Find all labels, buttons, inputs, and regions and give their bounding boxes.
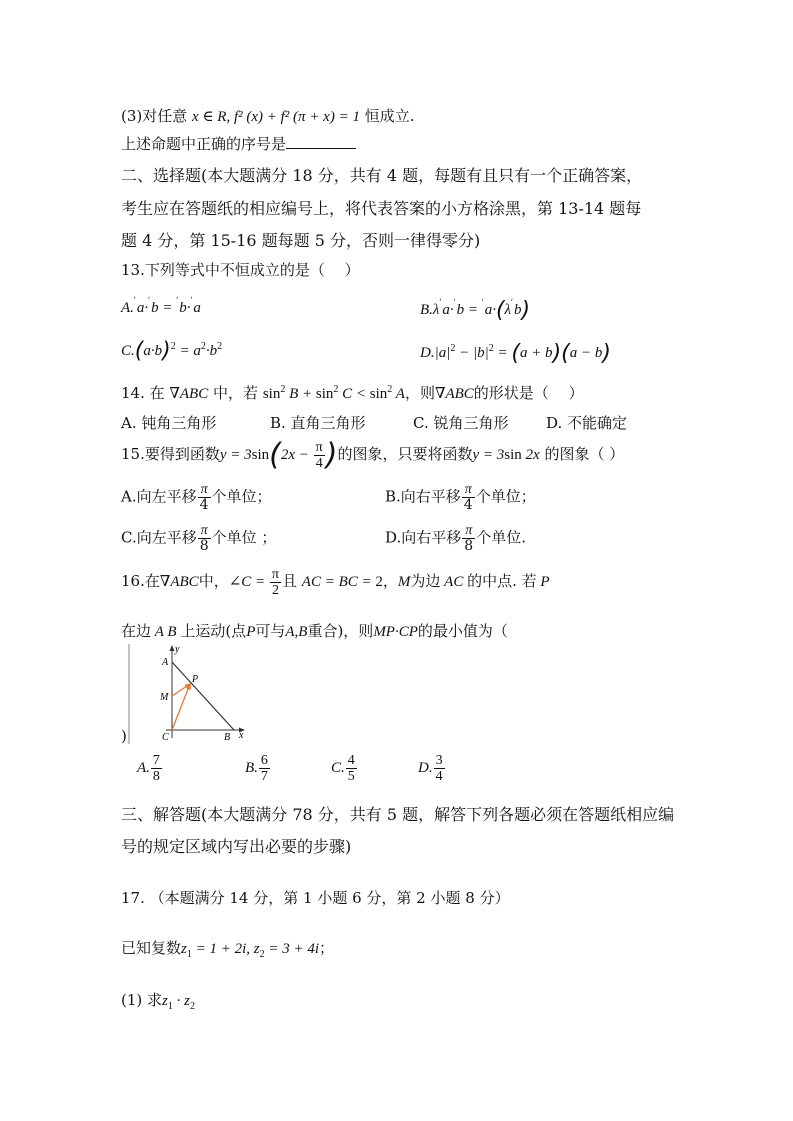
q15-func1: y = 3sin(2x − $\frac{\pi}{4}$ ) <box>219 437 338 473</box>
q16-text-c: 且 <box>281 572 297 590</box>
q16-p: P <box>536 574 550 590</box>
q16-m: M <box>397 574 411 590</box>
q15-choice-d <box>385 523 526 554</box>
q16-l2-b: 上运动(点 <box>180 622 247 640</box>
q12-3-suffix: 恒成立. <box>364 107 415 125</box>
q12-answer-prompt <box>121 134 356 154</box>
q16-d-frac <box>434 753 445 784</box>
q15-b-frac <box>462 482 475 513</box>
segment-ab <box>172 662 234 730</box>
label-m: M <box>160 692 169 703</box>
section2-line3: 题 4 分，第 15-16 题每题 5 分，否则一律得零分) <box>121 231 481 250</box>
q14-choice-d: D. 不能确定 <box>546 414 628 432</box>
q15-text-b: 的图象，只要将函数 <box>337 445 473 463</box>
q16-c-letter: C. <box>331 759 345 776</box>
q14-text-c: 中，若 <box>213 384 259 402</box>
q13-stem: 13.下列等式中不恒成立的是（ ） <box>121 261 360 279</box>
label-p: P <box>192 674 199 685</box>
q16-b-frac <box>259 753 270 784</box>
q17-part1-text: (1) 求 <box>121 991 163 1009</box>
label-c: C <box>162 732 169 743</box>
q14-abc: ABC <box>179 386 209 402</box>
q15-c-den: 8 <box>199 538 209 554</box>
q14-inequality: $\sin^2 B + \sin^2 C < \sin^2 A$ <box>262 384 405 402</box>
q16-l2-c: 可与 <box>255 622 286 640</box>
q16-angle: ∠C = $\frac{\pi}{2}$ <box>228 567 279 599</box>
q16-ab: A B <box>151 624 181 640</box>
q15-d-suffix: 个单位. <box>476 528 526 547</box>
q15-d-frac <box>462 523 475 554</box>
q16-ab2: A,B <box>285 624 308 640</box>
q15-b-den: 4 <box>463 497 473 513</box>
q13-choice-c: $C.(a\cdot b)^2 = a^2\cdot b^2$ <box>121 338 223 364</box>
q16-l2-d: 重合)，则 <box>307 622 374 640</box>
q16-stem <box>121 566 550 598</box>
q16-ac: AC <box>440 574 468 590</box>
q15-d-den: 8 <box>464 538 474 554</box>
label-y: y <box>175 644 180 655</box>
q16-c-den: 5 <box>347 769 355 784</box>
q16-choice-c <box>331 753 358 784</box>
q16-text-f: 的中点. 若 <box>467 572 537 590</box>
figure-close-paren: ) <box>121 727 127 745</box>
q16-d-letter: D. <box>418 759 433 776</box>
q16-text-b: 中， <box>198 572 229 590</box>
q16-choice-a <box>137 753 163 784</box>
q15-func2: y = 3sin 2x <box>472 447 540 463</box>
triangle-symbol: ∇ <box>169 386 180 402</box>
q15-c-suffix: 个单位 ； <box>211 528 277 547</box>
q16-abc: ABC <box>170 574 199 590</box>
q16-choice-b <box>245 753 271 784</box>
q12-3-prefix: (3)对任意 <box>121 107 188 125</box>
q16-a-frac <box>151 753 162 784</box>
q16-b-letter: B. <box>245 759 258 776</box>
q14-stem <box>121 383 584 404</box>
section2-line1: 二、选择题(本大题满分 18 分，共有 4 题，每题有且只有一个正确答案， <box>121 166 643 185</box>
q16-line2 <box>121 621 508 642</box>
q17-given-text: 已知复数 <box>121 939 182 957</box>
q16-c-frac <box>346 753 357 784</box>
q15-b-num: π <box>462 482 475 498</box>
q15-a-suffix: 个单位； <box>211 487 272 506</box>
q16-a-den: 8 <box>152 769 160 784</box>
q14-text-d: ，则 <box>404 384 435 402</box>
triangle-symbol-2: ∇ <box>434 386 446 402</box>
answer-prompt-text: 上述命题中正确的序号是 <box>121 135 287 153</box>
q15-a-prefix: A.向左平移 <box>121 487 197 506</box>
section3-line1: 三、解答题(本大题满分 78 分，共有 5 题，解答下列各题必须在答题纸相应编 <box>121 805 675 824</box>
q16-p2: P <box>246 624 256 640</box>
label-x: x <box>239 730 244 741</box>
q14-text-a: 14. 在 <box>121 384 165 402</box>
q16-vectors: MP·CP <box>373 624 418 640</box>
q15-b-suffix: 个单位； <box>475 487 536 506</box>
q15-c-frac <box>198 523 211 554</box>
q14-choice-c: C. 锐角三角形 <box>413 414 509 432</box>
q15-choice-a <box>121 482 272 513</box>
q15-a-num: π <box>198 482 211 498</box>
section3-line2: 号的规定区域内写出必要的步骤) <box>121 837 352 856</box>
label-b: B <box>224 732 231 743</box>
q15-choice-b <box>385 482 536 513</box>
q15-choice-c <box>121 523 276 554</box>
q15-c-num: π <box>198 523 211 539</box>
q16-d-den: 4 <box>435 769 443 784</box>
q15-text-c: 的图象（ ） <box>544 445 625 463</box>
q16-a-num: 7 <box>152 753 160 768</box>
q15-a-frac <box>198 482 211 513</box>
q15-d-num: π <box>462 523 475 539</box>
q16-l2-e: 的最小值为（ <box>417 622 508 640</box>
q15-b-prefix: B.向右平移 <box>385 487 461 506</box>
q13-choice-a: A.$^ʹ$a·$^ʹ$b = $^ʹ$b·$^ʹ$a <box>121 295 201 316</box>
q16-d-num: 3 <box>435 753 443 768</box>
section2-line2: 考生应在答题纸的相应编号上，将代表答案的小方格涂黑，第 13-14 题每 <box>121 199 642 218</box>
q17-part1 <box>121 990 195 1011</box>
triangle-symbol-3: ∇ <box>159 574 171 590</box>
q17-stem: 17. （本题满分 14 分，第 1 小题 6 分，第 2 小题 8 分） <box>121 889 510 907</box>
q17-z-values: $z_1 = 1 + 2i$, $z_2 = 3 + 4i$ <box>181 941 320 960</box>
q14-text-e: 的形状是（ ） <box>473 384 584 402</box>
q16-c-num: 4 <box>347 753 355 768</box>
q17-given <box>121 938 334 959</box>
answer-blank[interactable] <box>286 134 356 149</box>
q16-a-letter: A. <box>137 759 150 776</box>
q16-text-d: ， <box>382 572 398 590</box>
q15-d-prefix: D.向右平移 <box>385 528 462 547</box>
q15-text-a: 15.要得到函数 <box>121 445 220 463</box>
q13-choice-d: $D.|a|^2 - |b|^2 = (a + b)(a - b)$ <box>420 341 611 366</box>
q12-statement-3 <box>121 106 415 127</box>
q14-abc-2: ABC <box>445 386 474 402</box>
q16-lengths: AC = BC = 2 <box>301 574 383 590</box>
q16-b-num: 6 <box>260 753 268 768</box>
q15-a-den: 4 <box>199 497 209 513</box>
y-axis-arrow <box>170 645 175 651</box>
q15-stem <box>121 438 624 471</box>
q16-l2-a: 在边 <box>121 622 152 640</box>
q16-figure <box>126 642 256 746</box>
q17-given-end: ； <box>319 939 335 957</box>
q14-choice-b: B. 直角三角形 <box>270 414 366 432</box>
q13-choice-b: $B.\lambda^ʹa\cdot^ʹb = ^ʹa\cdot(\lambda^ʹb)$ <box>420 296 531 323</box>
q15-c-prefix: C.向左平移 <box>121 528 197 547</box>
q16-choice-d <box>418 753 446 784</box>
q12-3-math: x ∈ R, f² (x) + f² (π + x) = 1 <box>192 109 360 125</box>
q16-b-den: 7 <box>260 769 268 784</box>
q16-text-a: 16.在 <box>121 572 160 590</box>
q17-product: $z_1 \cdot z_2$ <box>162 993 195 1012</box>
q14-choice-a: A. 钝角三角形 <box>121 414 217 432</box>
q16-text-e: 为边 <box>410 572 441 590</box>
vector-cp <box>172 684 190 730</box>
label-a: A <box>162 657 169 668</box>
